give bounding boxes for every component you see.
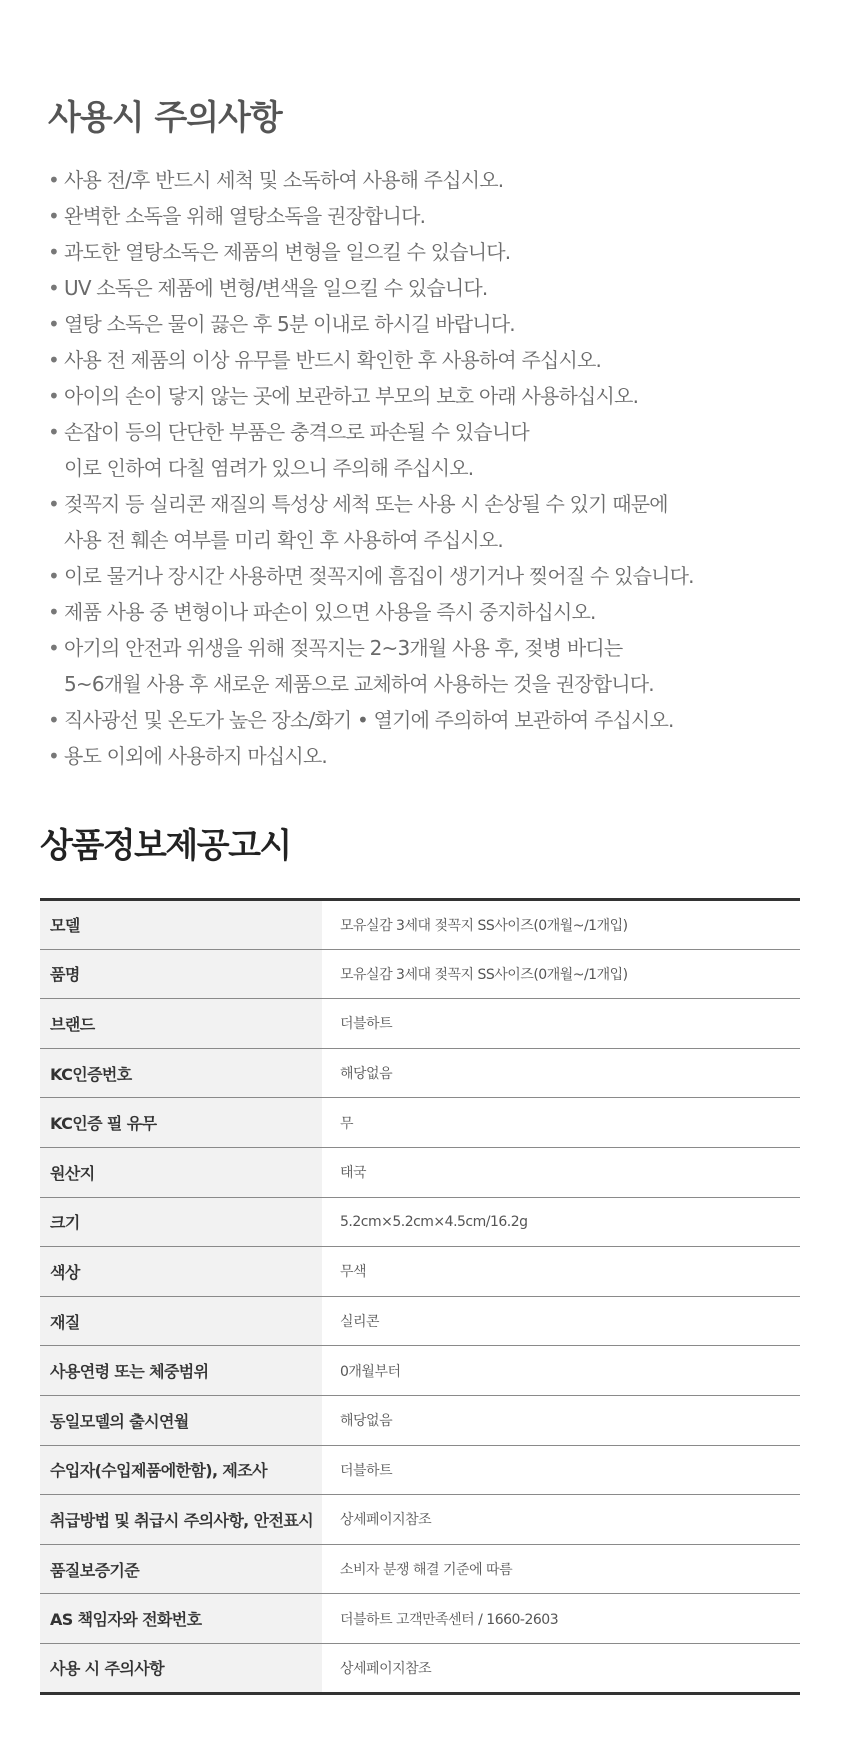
caution-item	[48, 558, 828, 594]
row-value: 모유실감 3세대 젖꼭지 SS사이즈(0개월~/1개입)	[322, 900, 800, 950]
bullet-icon: •	[48, 708, 59, 732]
caution-item-text: 완벽한 소독을 위해 열탕소독을 권장합니다.	[64, 204, 426, 228]
row-label: 품명	[40, 949, 322, 999]
bullet-icon: •	[48, 492, 59, 516]
caution-item	[48, 594, 828, 630]
caution-item	[48, 486, 828, 558]
caution-item-text: 사용 전 제품의 이상 유무를 반드시 확인한 후 사용하여 주십시오.	[64, 348, 602, 372]
bullet-icon: •	[48, 168, 59, 192]
bullet-icon: •	[48, 636, 59, 660]
row-label: 사용 시 주의사항	[40, 1643, 322, 1693]
caution-item	[48, 342, 828, 378]
table-row	[40, 1296, 800, 1346]
table-row	[40, 1643, 800, 1693]
bullet-icon: •	[48, 744, 59, 768]
product-info-table	[40, 898, 800, 1695]
row-label: 취급방법 및 취급시 주의사항, 안전표시	[40, 1495, 322, 1545]
row-value: 무색	[322, 1247, 800, 1297]
row-value: 소비자 분쟁 해결 기준에 따름	[322, 1544, 800, 1594]
row-label: 모델	[40, 900, 322, 950]
caution-item-text: 이로 물거나 장시간 사용하면 젖꼭지에 흠집이 생기거나 찢어질 수 있습니다.	[64, 564, 694, 588]
caution-item	[48, 162, 828, 198]
caution-item-text: 직사광선 및 온도가 높은 장소/화기 • 열기에 주의하여 보관하여 주십시오.	[64, 708, 674, 732]
caution-item-text: 손잡이 등의 단단한 부품은 충격으로 파손될 수 있습니다	[64, 420, 529, 444]
table-row	[40, 1247, 800, 1297]
bullet-icon: •	[48, 600, 59, 624]
row-value: 무	[322, 1098, 800, 1148]
row-label: 품질보증기준	[40, 1544, 322, 1594]
row-value: 더블하트	[322, 999, 800, 1049]
bullet-icon: •	[48, 384, 59, 408]
row-value: 모유실감 3세대 젖꼭지 SS사이즈(0개월~/1개입)	[322, 949, 800, 999]
caution-item-text: 열탕 소독은 물이 끓은 후 5분 이내로 하시길 바랍니다.	[64, 312, 515, 336]
product-info-section	[40, 822, 800, 1695]
bullet-icon: •	[48, 348, 59, 372]
row-value: 상세페이지참조	[340, 1660, 432, 1677]
bullet-icon: •	[48, 276, 59, 300]
bullet-icon: •	[48, 564, 59, 588]
row-value: 더블하트 고객만족센터 / 1660-2603	[322, 1594, 800, 1644]
row-label: 사용연령 또는 체중범위	[40, 1346, 322, 1396]
row-value: 태국	[322, 1147, 800, 1197]
table-row	[40, 1594, 800, 1644]
row-label: AS 책임자와 전화번호	[40, 1594, 322, 1644]
row-value: 0개월부터	[322, 1346, 800, 1396]
product-info-title: 상품정보제공고시	[40, 826, 291, 866]
table-row	[40, 1048, 800, 1098]
table-row	[40, 1445, 800, 1495]
table-row	[40, 1346, 800, 1396]
row-value: 해당없음	[322, 1395, 800, 1445]
caution-item-text: 아기의 안전과 위생을 위해 젖꼭지는 2~3개월 사용 후, 젖병 바디는	[64, 636, 623, 660]
row-value: 상세페이지참조	[322, 1495, 800, 1545]
row-value: 해당없음	[322, 1048, 800, 1098]
caution-item	[48, 630, 828, 702]
table-row	[40, 1147, 800, 1197]
table-row	[40, 999, 800, 1049]
table-row	[40, 1544, 800, 1594]
row-label: 크기	[40, 1197, 322, 1247]
row-label: 브랜드	[40, 999, 322, 1049]
row-value: 더블하트	[322, 1445, 800, 1495]
row-value: 5.2cm×5.2cm×4.5cm/16.2g	[322, 1197, 800, 1247]
row-label: 수입자(수입제품에한함), 제조사	[40, 1445, 322, 1495]
row-label: 원산지	[40, 1147, 322, 1197]
caution-item-text: 과도한 열탕소독은 제품의 변형을 일으킬 수 있습니다.	[64, 240, 511, 264]
table-row	[40, 900, 800, 950]
table-row	[40, 1495, 800, 1545]
caution-item	[48, 378, 828, 414]
caution-item	[48, 414, 828, 486]
caution-item-text: 제품 사용 중 변형이나 파손이 있으면 사용을 즉시 중지하십시오.	[64, 600, 596, 624]
caution-item	[48, 198, 828, 234]
bullet-icon: •	[48, 240, 59, 264]
caution-item	[48, 234, 828, 270]
table-row	[40, 1197, 800, 1247]
bullet-icon: •	[48, 204, 59, 228]
bullet-icon: •	[48, 420, 59, 444]
bullet-icon: •	[48, 312, 59, 336]
row-label: KC인증 필 유무	[40, 1098, 322, 1148]
caution-item-text: 젖꼭지 등 실리콘 재질의 특성상 세척 또는 사용 시 손상될 수 있기 때문에	[64, 492, 668, 516]
caution-list	[48, 162, 828, 774]
caution-item-text: 5~6개월 사용 후 새로운 제품으로 교체하여 사용하는 것을 권장합니다.	[64, 672, 654, 696]
caution-item	[48, 270, 828, 306]
row-label: KC인증번호	[40, 1048, 322, 1098]
caution-item-text: 사용 전/후 반드시 세척 및 소독하여 사용해 주십시오.	[64, 168, 504, 192]
caution-item-text: UV 소독은 제품에 변형/변색을 일으킬 수 있습니다.	[64, 276, 488, 300]
row-label: 색상	[40, 1247, 322, 1297]
caution-item	[48, 306, 828, 342]
caution-item-text: 아이의 손이 닿지 않는 곳에 보관하고 부모의 보호 아래 사용하십시오.	[64, 384, 639, 408]
table-row	[40, 1395, 800, 1445]
caution-item-text: 이로 인하여 다칠 염려가 있으니 주의해 주십시오.	[64, 456, 474, 480]
table-row	[40, 949, 800, 999]
caution-title: 사용시 주의사항	[48, 98, 282, 138]
row-label: 재질	[40, 1296, 322, 1346]
caution-item	[48, 702, 828, 738]
row-label: 동일모델의 출시연월	[40, 1395, 322, 1445]
caution-item-text: 용도 이외에 사용하지 마십시오.	[64, 744, 327, 768]
caution-item	[48, 738, 828, 774]
table-row	[40, 1098, 800, 1148]
row-value: 실리콘	[322, 1296, 800, 1346]
caution-section	[48, 96, 828, 774]
caution-item-text: 사용 전 훼손 여부를 미리 확인 후 사용하여 주십시오.	[64, 528, 503, 552]
